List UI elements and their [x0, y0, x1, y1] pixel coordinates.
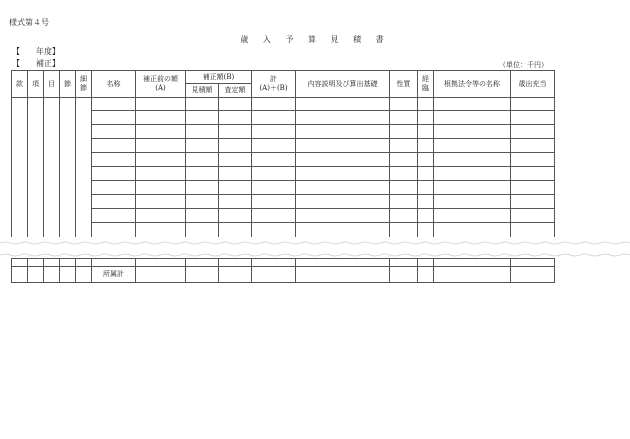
table-cell[interactable]: [92, 111, 136, 125]
table-cell[interactable]: [418, 111, 434, 125]
table-cell[interactable]: [219, 223, 252, 237]
table-cell[interactable]: [92, 195, 136, 209]
table-cell[interactable]: [252, 209, 296, 223]
col-header-kan: 款: [12, 71, 28, 98]
col-header-estimate: 見積額: [186, 84, 219, 98]
table-cell[interactable]: [252, 153, 296, 167]
table-cell[interactable]: [296, 111, 390, 125]
table-cell[interactable]: [28, 259, 44, 267]
form-number: 様式第４号: [9, 18, 49, 27]
table-cell[interactable]: [44, 267, 60, 283]
fiscal-year-label: 【 年度】: [12, 47, 60, 56]
table-cell[interactable]: [434, 223, 511, 237]
table-cell[interactable]: [390, 267, 418, 283]
table-cell[interactable]: [511, 111, 555, 125]
table-cell[interactable]: [418, 223, 434, 237]
table-cell[interactable]: [186, 259, 219, 267]
table-cell[interactable]: [296, 167, 390, 181]
col-header-moku: 目: [44, 71, 60, 98]
table-cell[interactable]: [434, 153, 511, 167]
table-cell[interactable]: [418, 139, 434, 153]
table-cell[interactable]: [219, 125, 252, 139]
table-cell[interactable]: [186, 125, 219, 139]
table-cell[interactable]: [434, 209, 511, 223]
table-cell[interactable]: [418, 98, 434, 111]
table-cell[interactable]: [252, 195, 296, 209]
table-cell[interactable]: [252, 167, 296, 181]
table-row: [12, 125, 555, 139]
table-cell[interactable]: [219, 153, 252, 167]
table-cell[interactable]: [511, 267, 555, 283]
col-header-assessed: 査定額: [219, 84, 252, 98]
classification-cell[interactable]: [12, 98, 28, 237]
table-cell[interactable]: [390, 139, 418, 153]
table-cell[interactable]: [418, 181, 434, 195]
table-cell[interactable]: [390, 153, 418, 167]
col-header-name: 名称: [92, 71, 136, 98]
correction-label: 【 補正】: [12, 59, 60, 68]
table-cell[interactable]: [418, 259, 434, 267]
table-cell[interactable]: [418, 195, 434, 209]
table-cell[interactable]: [136, 209, 186, 223]
col-header-before-amount: 補正前の額 (A): [136, 71, 186, 98]
table-cell[interactable]: [296, 259, 390, 267]
table-cell[interactable]: [136, 267, 186, 283]
table-cell[interactable]: [136, 223, 186, 237]
table-cell[interactable]: [92, 223, 136, 237]
table-cell[interactable]: [296, 125, 390, 139]
table-cell[interactable]: [252, 139, 296, 153]
table-cell[interactable]: [219, 111, 252, 125]
table-cell[interactable]: [76, 259, 92, 267]
col-header-keirin: 経 臨: [418, 71, 434, 98]
table-cell[interactable]: [28, 267, 44, 283]
table-cell[interactable]: [252, 259, 296, 267]
col-header-allocation: 歳出充当: [511, 71, 555, 98]
table-cell[interactable]: [92, 259, 136, 267]
table-cell[interactable]: [511, 153, 555, 167]
table-cell[interactable]: [136, 181, 186, 195]
table-cell[interactable]: [390, 259, 418, 267]
table-cell[interactable]: [186, 98, 219, 111]
table-row: [12, 195, 555, 209]
table-cell[interactable]: [296, 139, 390, 153]
table-row: [12, 139, 555, 153]
table-cell[interactable]: [296, 181, 390, 195]
document-title: 歳 入 予 算 見 積 書: [240, 35, 390, 44]
subtotal-table: [11, 258, 555, 283]
table-cell[interactable]: [390, 181, 418, 195]
table-row: [12, 209, 555, 223]
table-cell[interactable]: [44, 259, 60, 267]
table-cell[interactable]: [136, 111, 186, 125]
table-row: [12, 98, 555, 111]
table-cell[interactable]: [92, 209, 136, 223]
table-cell[interactable]: [136, 125, 186, 139]
table-cell[interactable]: [92, 167, 136, 181]
table-cell[interactable]: [252, 111, 296, 125]
table-row: [12, 223, 555, 237]
table-cell[interactable]: [511, 209, 555, 223]
table-cell[interactable]: [219, 267, 252, 283]
table-cell[interactable]: [186, 139, 219, 153]
table-cell[interactable]: [186, 167, 219, 181]
col-header-nature: 性質: [390, 71, 418, 98]
table-cell[interactable]: [418, 153, 434, 167]
table-cell[interactable]: [434, 98, 511, 111]
table-cell[interactable]: [252, 223, 296, 237]
table-cell[interactable]: [252, 98, 296, 111]
table-cell[interactable]: [186, 267, 219, 283]
table-cell[interactable]: [434, 139, 511, 153]
table-cell[interactable]: [60, 259, 76, 267]
table-cell[interactable]: [434, 167, 511, 181]
table-cell[interactable]: [418, 209, 434, 223]
col-header-saisetsu: 細 節: [76, 71, 92, 98]
table-cell[interactable]: [219, 195, 252, 209]
table-cell[interactable]: [219, 167, 252, 181]
table-cell[interactable]: [511, 139, 555, 153]
table-cell[interactable]: [252, 125, 296, 139]
col-header-description: 内容説明及び算出基礎: [296, 71, 390, 98]
table-cell[interactable]: [136, 139, 186, 153]
table-cell[interactable]: [219, 259, 252, 267]
table-cell[interactable]: [511, 181, 555, 195]
col-header-law: 根拠法令等の名称: [434, 71, 511, 98]
page-break-tear: [0, 239, 630, 259]
table-cell[interactable]: [186, 181, 219, 195]
table-cell[interactable]: [296, 223, 390, 237]
table-cell[interactable]: [186, 223, 219, 237]
classification-cell[interactable]: [60, 98, 76, 237]
table-row: [12, 111, 555, 125]
table-cell[interactable]: [511, 167, 555, 181]
col-header-total: 計 (A)＋(B): [252, 71, 296, 98]
table-cell[interactable]: [511, 223, 555, 237]
table-row: [12, 167, 555, 181]
table-cell[interactable]: [252, 267, 296, 283]
table-cell[interactable]: [219, 139, 252, 153]
table-cell[interactable]: [418, 267, 434, 283]
table-row: [12, 153, 555, 167]
table-cell[interactable]: [434, 259, 511, 267]
table-cell[interactable]: [12, 267, 28, 283]
table-cell[interactable]: [390, 223, 418, 237]
table-cell[interactable]: [296, 195, 390, 209]
table-cell[interactable]: [136, 98, 186, 111]
table-cell[interactable]: [511, 259, 555, 267]
table-cell[interactable]: [296, 209, 390, 223]
table-cell[interactable]: [60, 267, 76, 283]
table-cell[interactable]: [12, 259, 28, 267]
col-header-setsu: 節: [60, 71, 76, 98]
col-header-correction: 補正額(B): [186, 71, 252, 84]
table-cell[interactable]: [418, 167, 434, 181]
table-cell[interactable]: [92, 139, 136, 153]
table-cell[interactable]: [92, 153, 136, 167]
classification-cell[interactable]: [44, 98, 60, 237]
table-cell[interactable]: [390, 98, 418, 111]
table-cell[interactable]: [186, 153, 219, 167]
classification-cell[interactable]: [76, 98, 92, 237]
classification-cell[interactable]: [28, 98, 44, 237]
col-header-kou: 項: [28, 71, 44, 98]
table-cell[interactable]: [92, 125, 136, 139]
table-cell[interactable]: [390, 167, 418, 181]
table-cell[interactable]: [136, 167, 186, 181]
table-cell[interactable]: [136, 153, 186, 167]
table-cell[interactable]: [186, 111, 219, 125]
table-cell[interactable]: [390, 111, 418, 125]
table-cell[interactable]: [136, 259, 186, 267]
table-cell[interactable]: [434, 195, 511, 209]
table-cell[interactable]: [511, 125, 555, 139]
table-cell[interactable]: [390, 125, 418, 139]
table-cell[interactable]: [511, 195, 555, 209]
table-cell[interactable]: [186, 209, 219, 223]
table-cell[interactable]: [296, 98, 390, 111]
table-cell[interactable]: [136, 195, 186, 209]
table-cell[interactable]: [434, 125, 511, 139]
subtotal-label: 所属計: [92, 267, 136, 283]
table-cell[interactable]: [511, 98, 555, 111]
table-cell[interactable]: [390, 195, 418, 209]
table-cell[interactable]: [186, 195, 219, 209]
table-cell[interactable]: [296, 267, 390, 283]
table-cell[interactable]: [76, 267, 92, 283]
table-cell[interactable]: [219, 209, 252, 223]
table-row: [12, 181, 555, 195]
table-cell[interactable]: [434, 267, 511, 283]
table-cell[interactable]: [390, 209, 418, 223]
table-cell[interactable]: [252, 181, 296, 195]
table-cell[interactable]: [219, 98, 252, 111]
table-cell[interactable]: [92, 181, 136, 195]
unit-label: （単位：千円）: [499, 61, 548, 69]
table-cell[interactable]: [434, 111, 511, 125]
budget-table: [11, 70, 555, 237]
table-cell[interactable]: [418, 125, 434, 139]
table-cell[interactable]: [92, 98, 136, 111]
table-cell[interactable]: [434, 181, 511, 195]
table-cell[interactable]: [219, 181, 252, 195]
table-cell[interactable]: [296, 153, 390, 167]
